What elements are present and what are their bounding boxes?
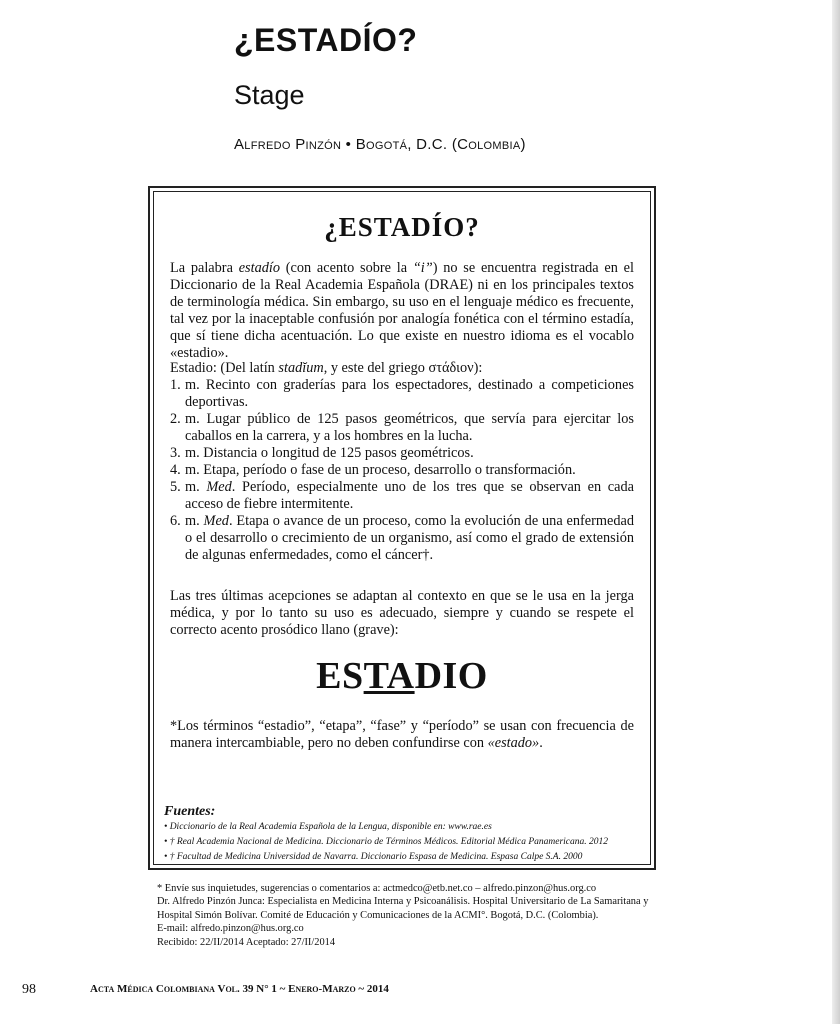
author-notes bbox=[157, 882, 657, 949]
journal-footer: Acta Médica Colombiana Vol. 39 N° 1 ~ Enero-Marzo ~ 2014 bbox=[90, 983, 389, 995]
definition-item bbox=[170, 411, 634, 445]
dates-note: Recibido: 22/II/2014 Aceptado: 27/II/2014 bbox=[157, 936, 336, 948]
definition-number: 6. bbox=[170, 513, 181, 529]
definition-number: 5. bbox=[170, 479, 181, 495]
definition-item bbox=[170, 445, 634, 462]
note-paragraph bbox=[170, 718, 634, 752]
definition-greek-term: στάδιον bbox=[428, 360, 474, 376]
definition-text: . Etapa o avance de un proceso, como la evolución de una enfermedad o el desarrollo o crecimiento de un organismo, así como el grado de extensión de algunas enfermedades, como el cáncer†. bbox=[185, 513, 634, 563]
correct-word-post: DIO bbox=[414, 655, 488, 697]
definition-number: 2. bbox=[170, 411, 181, 427]
definition-intro-text-1: Estadio: (Del latín bbox=[170, 360, 279, 376]
box-title: ¿ESTADÍO? bbox=[324, 212, 480, 242]
definition-text: Etapa, período o fase de un proceso, desarrollo o transformación. bbox=[203, 462, 576, 478]
definition-prefix: m. bbox=[185, 377, 206, 393]
page-number: 98 bbox=[22, 982, 36, 997]
definition-prefix: m. bbox=[185, 411, 207, 427]
source-item: • † Real Academia Nacional de Medicina. Diccionario de Términos Médicos. Editorial Médica Panamericana. 2012 bbox=[164, 837, 609, 847]
correct-word-stressed: TA bbox=[363, 655, 415, 697]
sources-heading: Fuentes: bbox=[164, 804, 216, 819]
definition-block bbox=[170, 360, 634, 564]
definition-prefix: m. bbox=[185, 513, 204, 529]
note-text-1: *Los términos “estadio”, “etapa”, “fase” y “período” se usan con frecuencia de manera intercambiable, pero no deben confundirse con bbox=[170, 718, 634, 751]
contact-note: * Envíe sus inquietudes, sugerencias o comentarios a: actmedco@etb.net.co – alfredo.pinzon@hus.org.co bbox=[157, 883, 597, 894]
definition-item bbox=[170, 462, 634, 479]
intro-text-2: (con acento sobre la bbox=[280, 260, 413, 276]
intro-em-estadio: estadío bbox=[238, 260, 280, 276]
definition-intro-text-3: ): bbox=[473, 360, 483, 376]
definition-em: Med bbox=[203, 513, 229, 529]
article-title: ¿ESTADÍO? bbox=[234, 22, 418, 58]
intro-paragraph bbox=[170, 260, 634, 362]
definition-text: Distancia o longitud de 125 pasos geométricos. bbox=[203, 445, 474, 461]
page-edge-shadow bbox=[832, 0, 840, 1024]
definition-latin-term: stadĭum bbox=[278, 360, 324, 376]
definition-list bbox=[170, 377, 634, 564]
note-text-2: . bbox=[539, 735, 543, 751]
definition-item bbox=[170, 513, 634, 564]
definition-text: Recinto con graderías para los espectadores, destinado a competiciones deportivas. bbox=[185, 377, 634, 410]
correct-word bbox=[154, 654, 650, 698]
definition-number: 3. bbox=[170, 445, 181, 461]
article-subtitle: Stage bbox=[234, 80, 305, 110]
source-item: • † Facultad de Medicina Universidad de Navarra. Diccionario Espasa de Medicina. Espasa Calpe S.A. 2000 bbox=[164, 852, 583, 862]
sources-section bbox=[164, 804, 640, 865]
intro-text-1: La palabra bbox=[170, 260, 239, 276]
intro-em-i: “i” bbox=[412, 260, 433, 276]
definition-prefix: m. bbox=[185, 445, 204, 461]
correct-word-pre: ES bbox=[316, 655, 364, 697]
definition-item bbox=[170, 377, 634, 411]
definition-text: Lugar público de 125 pasos geométricos, que servía para ejercitar los caballos en la carrera, y a los hombres en la lucha. bbox=[185, 411, 634, 444]
email-note: E-mail: alfredo.pinzon@hus.org.co bbox=[157, 923, 304, 935]
definition-item bbox=[170, 479, 634, 513]
definition-number: 4. bbox=[170, 462, 181, 478]
definition-number: 1. bbox=[170, 377, 181, 393]
intro-text-3: ) no se encuentra registrada en el Diccionario de la Real Academia Española (DRAE) ni en los principales textos de terminología médica. Sin embargo, su uso en el lenguaje médico es frecuente, tal vez por la inaceptable confusión por analogía fonética con el término estadía, que sí tiene dicha acentuación. Lo que existe en nuestro idioma es el vocablo «estadio». bbox=[170, 260, 634, 361]
affiliation-note: Dr. Alfredo Pinzón Junca: Especialista en Medicina Interna y Psicoanálisis. Hospital Universitario de La Samaritana y Hospital Simón Bolívar. Comité de Educación y Comunicaciones de la ACMI°. Bogotá, D.C. (Colombia). bbox=[157, 896, 649, 921]
definition-prefix: m. bbox=[185, 462, 204, 478]
source-item: • Diccionario de la Real Academia Española de la Lengua, disponible en: www.rae.es bbox=[164, 822, 492, 832]
content-box-inner bbox=[153, 191, 651, 865]
definition-intro-text-2: , y este del griego bbox=[323, 360, 429, 376]
definition-prefix: m. bbox=[185, 479, 207, 495]
note-em-estado: «estado» bbox=[487, 735, 540, 751]
definition-em: Med bbox=[206, 479, 232, 495]
definition-intro bbox=[170, 360, 634, 377]
content-box bbox=[148, 186, 656, 870]
article-author: Alfredo Pinzón • Bogotá, D.C. (Colombia) bbox=[234, 136, 526, 153]
definition-text: . Período, especialmente uno de los tres que se observan en cada acceso de fiebre intermitente. bbox=[185, 479, 634, 512]
usage-paragraph: Las tres últimas acepciones se adaptan al contexto en que se le usa en la jerga médica, y por lo tanto su uso es adecuado, siempre y cuando se respete el correcto acento prosódico llano (grave): bbox=[170, 588, 634, 638]
